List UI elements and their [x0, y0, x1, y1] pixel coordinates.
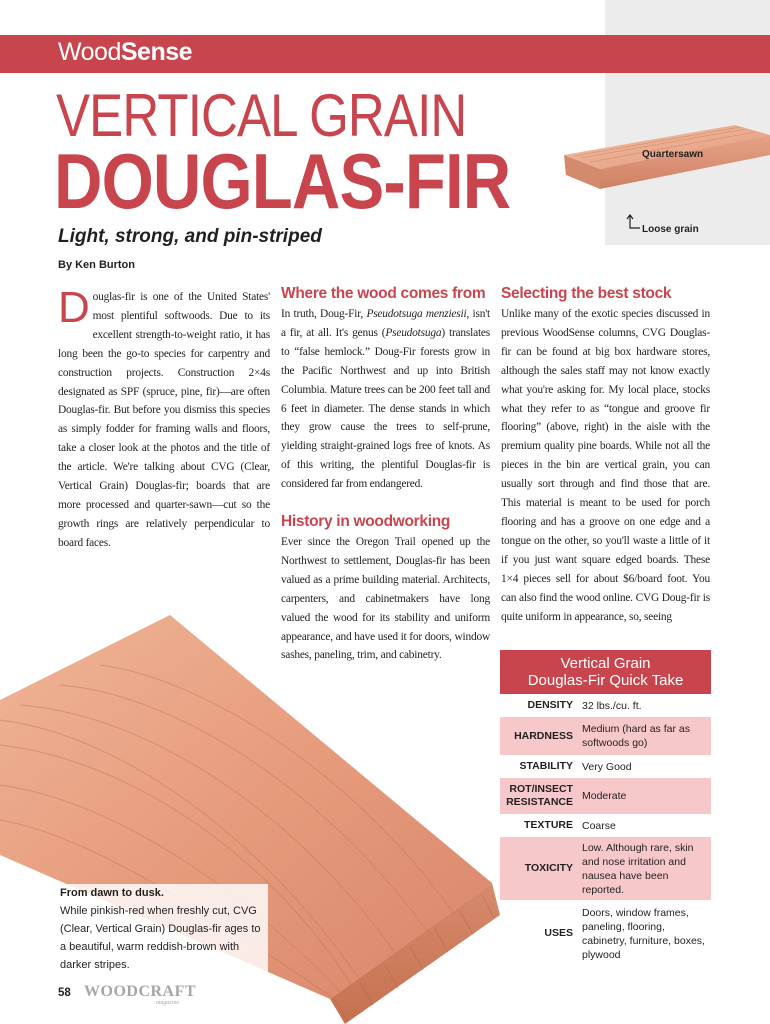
row-label: USES: [544, 927, 573, 939]
intro-paragraph: [58, 283, 270, 553]
selecting-stock-paragraph: Unlike many of the exotic species discussed in previous WoodSense columns, CVG Douglas-fir can be found at big box hardware stores, although the sales staff may not know exactly what you're asking for. My local place, stocks what they refer to as “tongue and groove fir flooring” (above, right) in the aisle with the premium quality pine boards. While not all the pieces in the bin are vertical grain, you can usually sort through and find those that are. This material is meant to be used for porch flooring and has a groove on one edge and a tongue on the other, so you'll waste a little of it if you just want square edged boards. These 1×4 pieces sell for about $6/board foot. You can also find the wood online. CVG Doug-fir is quite uniform in appearance, so, seeing: [501, 308, 710, 623]
row-value: Moderate: [582, 790, 627, 802]
pointer-arrow-icon: [626, 214, 642, 230]
row-value: Very Good: [582, 760, 632, 773]
byline: By Ken Burton: [58, 259, 135, 271]
section-name: WoodSense: [58, 38, 193, 66]
latin-name: Pseudotsuga menziesii: [366, 308, 467, 320]
table-row: [500, 900, 711, 966]
row-label: TOXICITY: [524, 862, 573, 874]
history-paragraph: Ever since the Oregon Trail opened up the Northwest to settlement, Douglas-fir has been valued as a prime building material. Architects, carpenters, and cabinetmakers have long valued the wood for its stability and uniform appearance, and have used it for doors, window sashes, paneling, trim, and cabinetry.: [281, 536, 490, 662]
drop-cap: D: [58, 283, 90, 332]
quick-take-header: [500, 650, 711, 694]
table-row: [500, 777, 711, 814]
caption-text: While pinkish-red when freshly cut, CVG (Clear, Vertical Grain) Douglas-fir ages to a beautiful, warm reddish-brown with darker stripes.: [60, 905, 261, 971]
page-number: 58: [58, 987, 71, 999]
row-value: Medium (hard as far as softwoods go): [582, 723, 690, 749]
caption-title: From dawn to dusk.: [60, 887, 164, 899]
row-value: 32 lbs./cu. ft.: [582, 699, 642, 712]
latin-genus: Pseudotsuga: [385, 326, 442, 339]
row-label: ROT/INSECT RESISTANCE: [506, 783, 573, 808]
title-line-2: DOUGLAS-FIR: [54, 137, 511, 225]
row-value: Low. Although rare, skin and nose irritation and nausea have been reported.: [582, 841, 694, 896]
row-label: DENSITY: [527, 699, 573, 711]
row-label: HARDNESS: [514, 729, 573, 742]
quartersawn-label: Quartersawn: [642, 149, 704, 160]
row-value: Coarse: [582, 819, 616, 832]
heading-where-wood-comes-from: Where the wood comes from: [281, 285, 486, 302]
photo-caption: [58, 884, 268, 974]
table-row: [500, 836, 711, 900]
woodcraft-logo: WOODCRAFT magazine: [84, 983, 197, 1006]
quick-take-title-line-1: Vertical Grain: [560, 655, 651, 672]
quick-take-table: [500, 650, 711, 973]
heading-selecting-best-stock: Selecting the best stock: [501, 285, 672, 302]
quartersawn-board-photo: [560, 125, 770, 217]
where-wood-comes-from-paragraph: In truth, Doug-Fir, Pseudotsuga menziesii, isn't a fir, at all. It's genus (Pseudotsuga) translates to “false hemlock.” Doug-Fir forests grow in the Pacific Northwest and up into British Columbia. Mature trees can be 200 feet tall and 6 feet in diameter. The dense stands in which they grow cause the trees to self-prune, yielding straight-grained logs free of knots. As of this writing, the plentiful Douglas-fir is considered far from endangered.: [281, 308, 491, 491]
table-row: [500, 814, 711, 836]
table-row: [500, 755, 711, 777]
heading-history-in-woodworking: History in woodworking: [281, 513, 451, 530]
row-value: Doors, window frames, paneling, flooring, cabinetry, furniture, boxes, plywood: [582, 906, 705, 961]
quick-take-title-line-2: Douglas-Fir Quick Take: [527, 672, 684, 689]
loose-grain-label: Loose grain: [642, 224, 699, 235]
row-label: STABILITY: [519, 760, 573, 772]
row-label: TEXTURE: [523, 819, 573, 831]
intro-text: ouglas-fir is one of the United States' most plentiful softwoods. Due to its excellent strength-to-weight ratio, it has long been the go-to species for carpentry and construction projects. Construction 2×4s designated as SPF (spruce, pine, fir)—are often Douglas-fir. But before you dismiss this species as simply fodder for framing walls and floors, take a closer look at the photos and the title of the article. We're talking about CVG (Clear, Vertical Grain) Douglas-fir; boards that are more processed and quarter-sawn—cut so the growth rings are relatively perpendicular to board faces.: [58, 291, 270, 549]
table-row: [500, 716, 711, 755]
subtitle: Light, strong, and pin-striped: [58, 226, 322, 247]
table-row: [500, 694, 711, 716]
title-line-1: VERTICAL GRAIN: [56, 82, 467, 149]
